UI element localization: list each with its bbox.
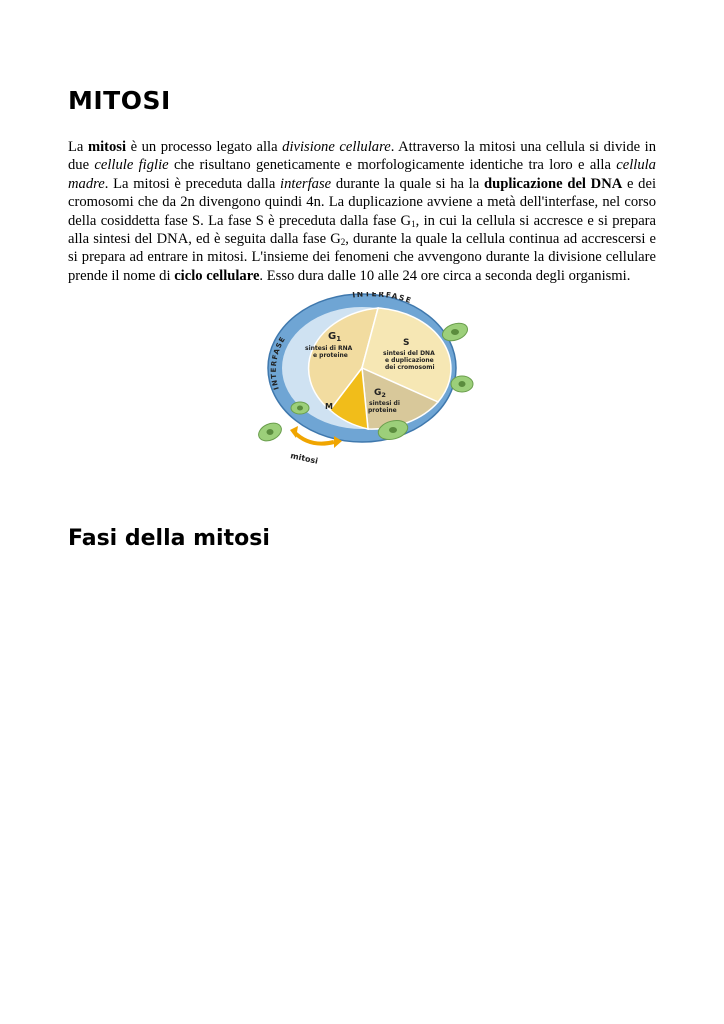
cell-icon-left <box>291 402 309 414</box>
g2-desc-2: proteine <box>368 407 397 414</box>
subscript-1: 1 <box>411 218 416 229</box>
text-run: che risultano geneticamente e morfologicamente identiche tra loro e alla <box>168 157 617 174</box>
cell-cycle-diagram <box>250 292 478 472</box>
text-run: , durante la quale la cellula continua ad accrescersi e si prepara ad entrare in mitosi. L'insieme dei fenomeni che avvengono durante la divisione cellulare prende il nome di <box>68 231 656 284</box>
text-run: La <box>68 139 88 155</box>
term-mitosi: mitosi <box>87 139 127 155</box>
ring-label-left: INTERFASE <box>269 334 288 391</box>
intro-paragraph <box>68 138 656 285</box>
g2-label: $G_2$ <box>374 388 386 399</box>
text-run: e dei cromosomi che da 2n divengono quindi 4n. La duplicazione avviene a metà dell'interfase, nel corso della cosiddetta fase S. La fase S è preceduta dalla fase G <box>68 175 657 229</box>
ring-label-top: INTERFASE <box>351 292 414 306</box>
term-ciclo-cellulare: ciclo cellulare <box>174 267 260 284</box>
term-divisione-cellulare: divisione cellulare <box>282 139 391 155</box>
m-label: M <box>325 402 333 411</box>
text-run: . Esso dura dalle 10 alle 24 ore circa a seconda degli organismi. <box>259 267 631 284</box>
s-desc-2: e duplicazione <box>385 357 434 364</box>
s-desc-3: dei cromosomi <box>385 364 435 371</box>
mitosis-label: mitosi <box>289 451 319 466</box>
text-run: , in cui la cellula si accresce e si prepara alla sintesi del DNA, ed è seguita dalla fase G <box>68 212 657 248</box>
s-desc-1: sintesi del DNA <box>383 350 435 357</box>
cell-cycle-svg <box>250 292 478 472</box>
page-title: MITOSI <box>68 86 171 115</box>
text-run: . La mitosi è preceduta dalla <box>104 175 281 192</box>
section-title-fasi: Fasi della mitosi <box>68 526 270 551</box>
daughter-cell-icon-a <box>256 420 285 445</box>
g1-label: $G_1$ <box>328 331 342 343</box>
text-run: durante la quale si ha la <box>331 175 484 192</box>
cell-icon-right <box>451 376 473 392</box>
term-cellule-figlie: cellule figlie <box>94 157 169 174</box>
text-run: . Attraverso la mitosi una cellula si divide in due <box>68 139 656 174</box>
g2-desc-1: sintesi di <box>369 400 400 407</box>
g1-desc-1: sintesi di RNA <box>305 345 353 352</box>
term-cellula-madre: cellula madre <box>68 157 656 192</box>
term-interfase: interfase <box>280 175 332 192</box>
subscript-2: 2 <box>340 237 346 248</box>
term-duplicazione-dna: duplicazione del DNA <box>483 175 623 192</box>
text-run: è un processo legato alla <box>126 139 283 155</box>
s-label: S <box>403 338 410 348</box>
g1-desc-2: e proteine <box>313 352 348 359</box>
